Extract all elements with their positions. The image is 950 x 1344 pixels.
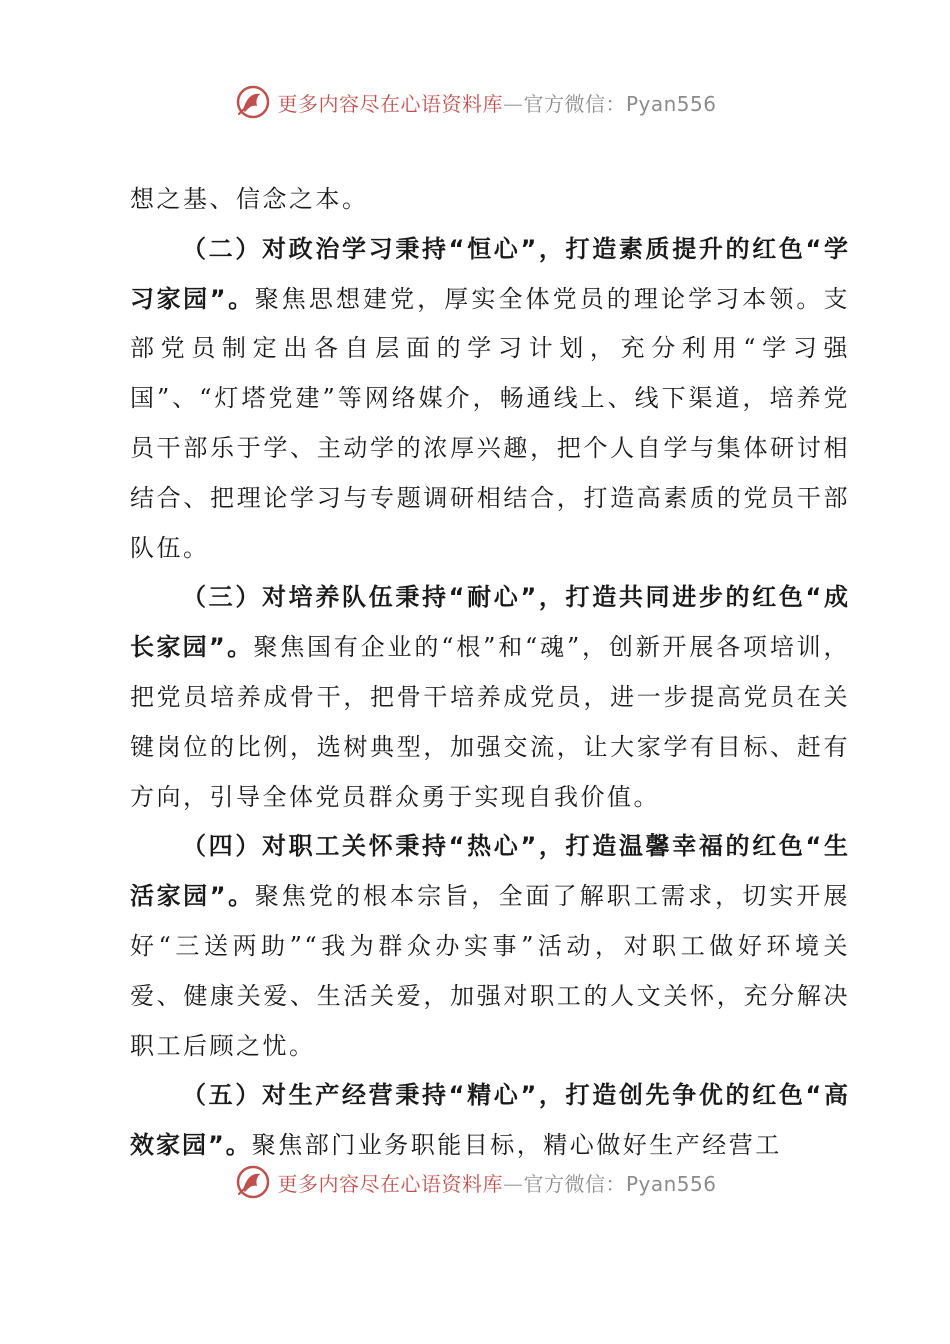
banner-brand-text: 更多内容尽在心语资料库 (277, 91, 503, 116)
paragraph-body: 想之基、信念之本。 (130, 185, 369, 213)
banner-dash: — (502, 1171, 524, 1196)
paragraph-body: 聚焦部门业务职能目标，精心做好生产经营工 (251, 1131, 782, 1160)
section-heading: （四）对职工关怀秉持“热心”，打造温馨幸福的红色“生活家园”。 (130, 832, 850, 911)
section-heading: （三）对培养队伍秉持“耐心”，打造共同进步的红色“成长家园”。 (130, 583, 850, 662)
banner-wechat-text: 官方微信：Pyan556 (523, 1171, 717, 1196)
paragraph-body: 聚焦思想建党，厚实全体党员的理论学习本领。支部党员制定出各自层面的学习计划，充分利用“学习强国”、“灯塔党建”等网络媒介，畅通线上、线下渠道，培养党员干部乐于学、主动学的浓厚兴趣，把个人自学与集体研讨相结合、把理论学习与专题调研相结合，打造高素质的党员干部队伍。 (130, 284, 850, 562)
brand-logo-icon (233, 82, 273, 122)
paragraph-body: 聚焦党的根本宗旨，全面了解职工需求，切实开展好“三送两助”“我为群众办实事”活动，对职工做好环境关爱、健康关爱、生活关爱，加强对职工的人文关怀，充分解决职工后顾之忧。 (130, 882, 850, 1060)
document-body (130, 175, 850, 1171)
paragraph-life-home (130, 822, 850, 1071)
banner-wechat-text: 官方微信：Pyan556 (523, 91, 717, 116)
section-heading: （二）对政治学习秉持“恒心”，打造素质提升的红色“学习家园”。 (130, 234, 850, 313)
banner-brand-text: 更多内容尽在心语资料库 (277, 1171, 503, 1196)
paragraph-growth-home (130, 573, 850, 822)
paragraph-study-home (130, 225, 850, 574)
footer-banner (0, 1162, 950, 1202)
section-heading: （五）对生产经营秉持“精心”，打造创先争优的红色“高效家园”。 (130, 1081, 850, 1160)
paragraph-continuation (130, 175, 850, 225)
brand-logo-icon (233, 1162, 273, 1202)
paragraph-body: 聚焦国有企业的“根”和“魂”，创新开展各项培训，把党员培养成骨干，把骨干培养成党员，进一步提高党员在关键岗位的比例，选树典型，加强交流，让大家学有目标、赶有方向，引导全体党员群众勇于实现自我价值。 (130, 633, 850, 811)
paragraph-efficiency-home (130, 1071, 850, 1171)
banner-dash: — (502, 91, 524, 116)
header-banner (0, 82, 950, 122)
